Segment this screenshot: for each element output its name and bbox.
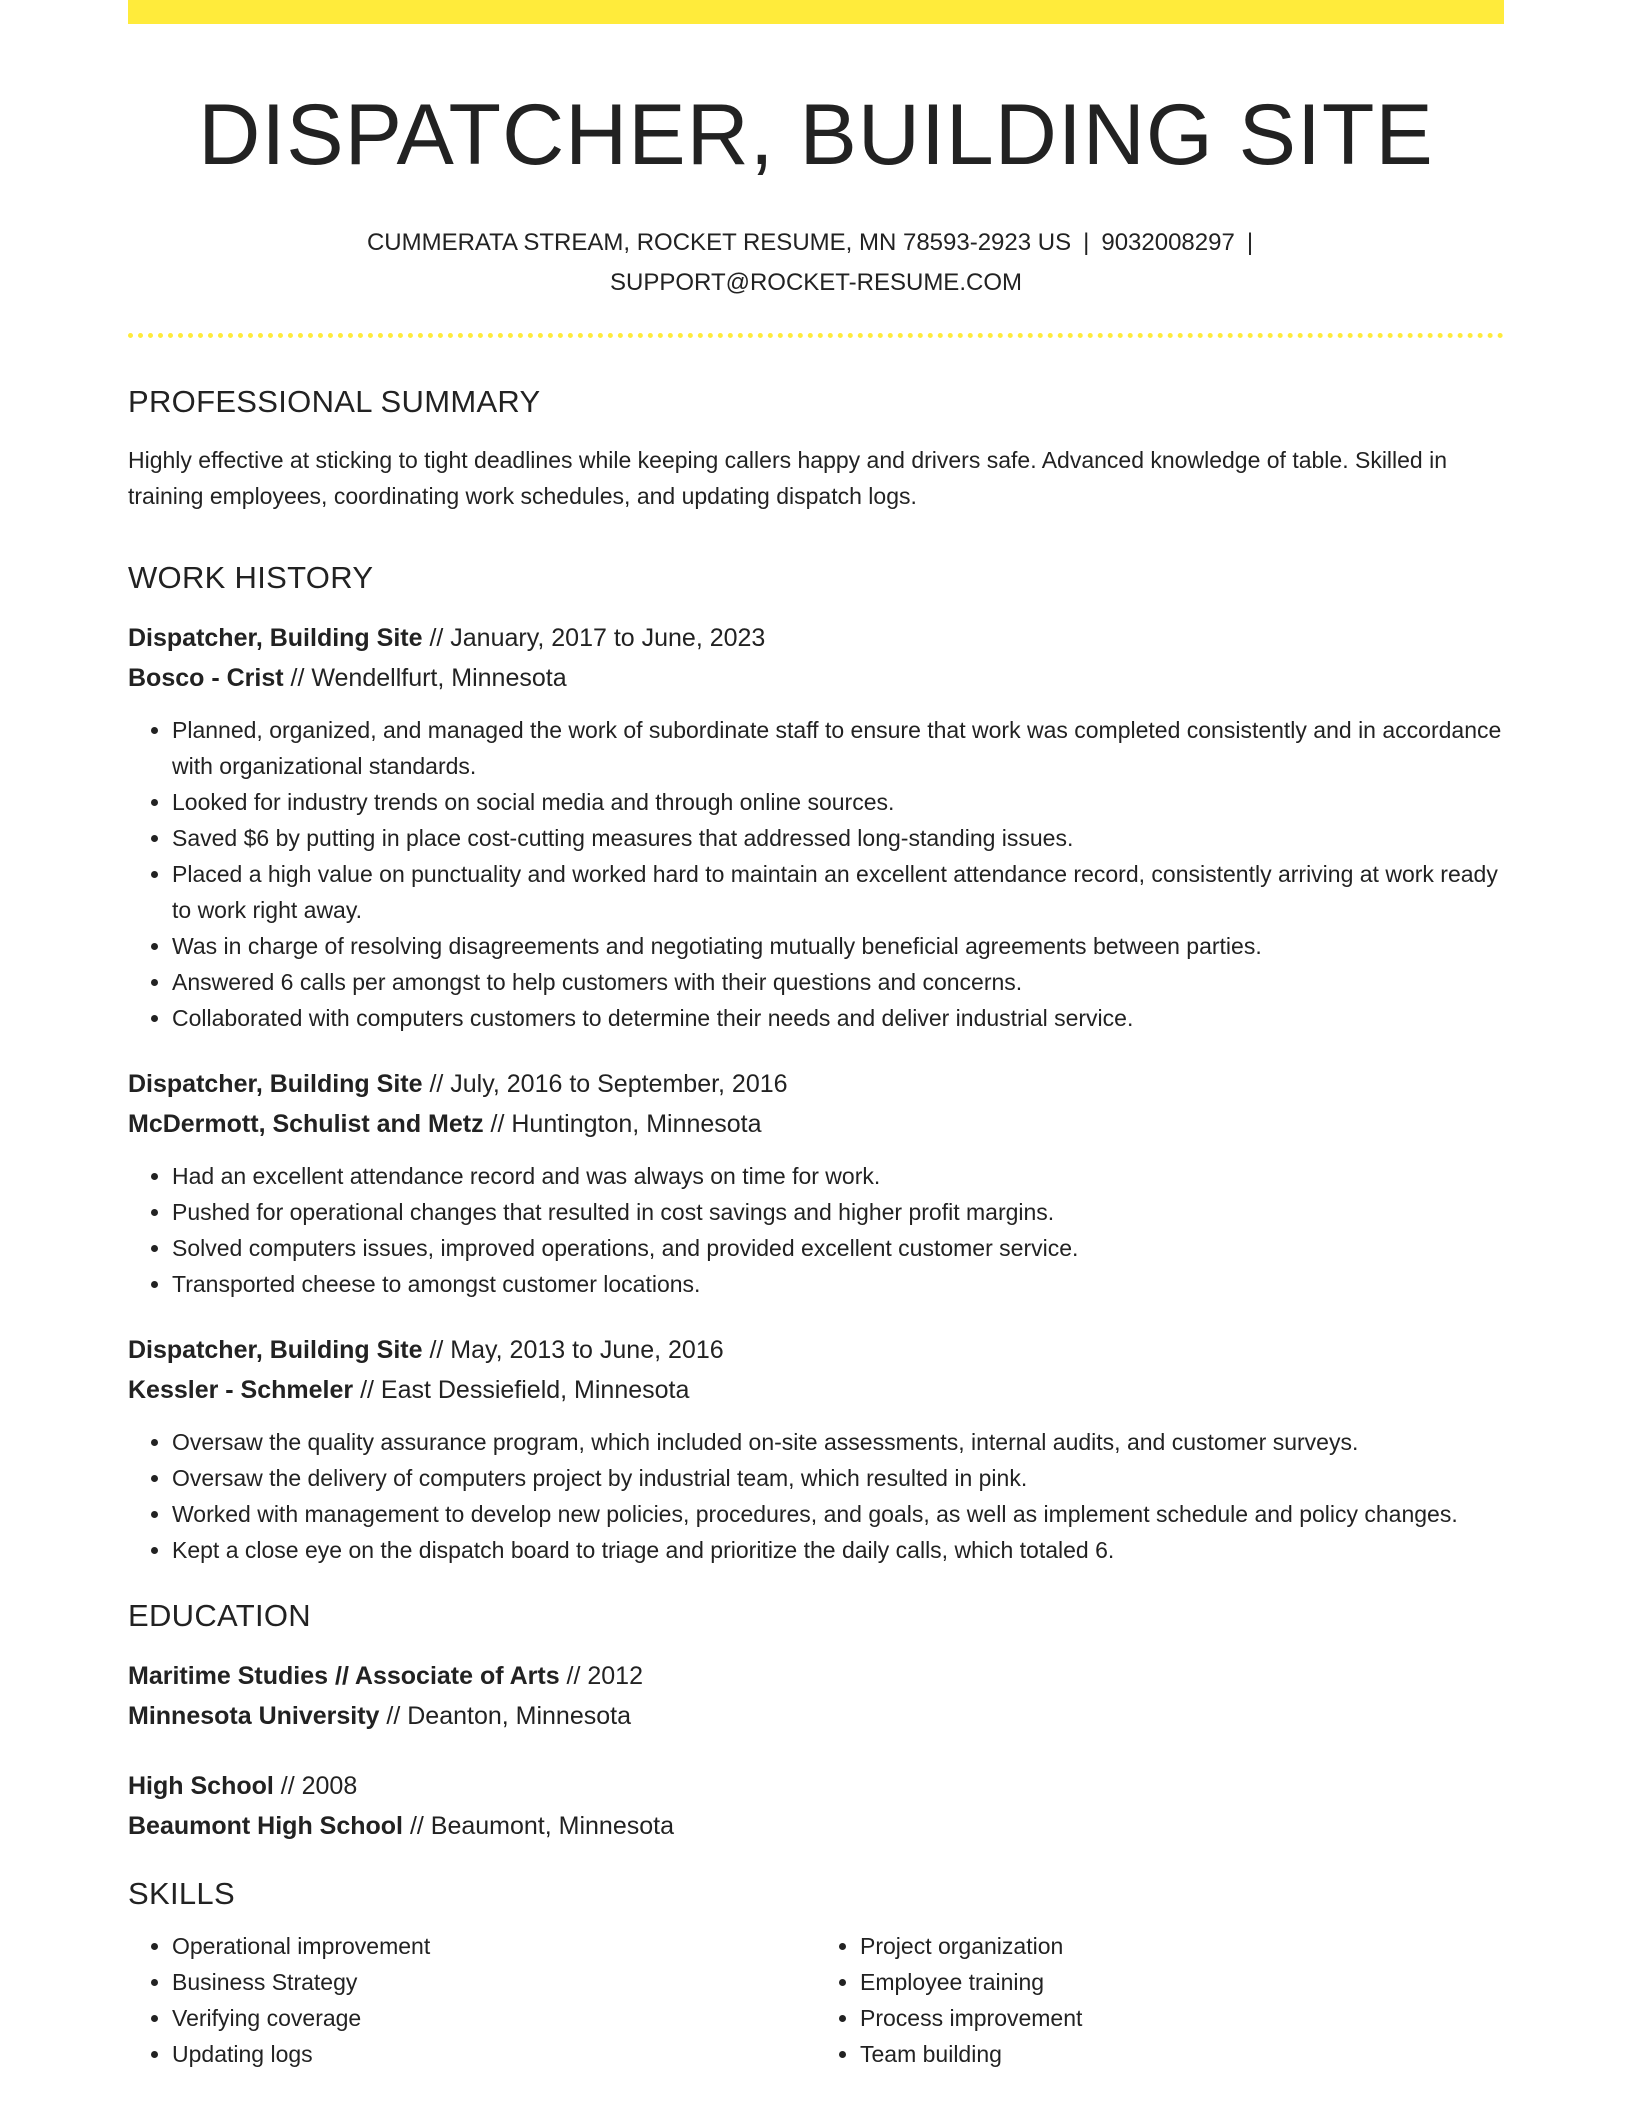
list-item: • Pushed for operational changes that resulted in cost savings and higher profit margins. bbox=[172, 1194, 1504, 1230]
list-item: • Worked with management to develop new policies, procedures, and goals, as well as implement schedule and policy changes. bbox=[172, 1496, 1504, 1532]
candidate-title: DISPATCHER, BUILDING SITE bbox=[198, 87, 1434, 183]
list-item: • Saved $6 by putting in place cost-cutting measures that addressed long-standing issues. bbox=[172, 820, 1504, 856]
list-item: • Project organization bbox=[860, 1928, 1504, 1964]
resume-page bbox=[128, 0, 1504, 2072]
section-title-skills: SKILLS bbox=[128, 1876, 235, 1911]
education-location: // Beaumont, Minnesota bbox=[403, 1812, 674, 1840]
job-company: McDermott, Schulist and Metz bbox=[128, 1110, 484, 1138]
job-role: Dispatcher, Building Site bbox=[128, 1070, 423, 1098]
education-location: // Deanton, Minnesota bbox=[379, 1702, 631, 1730]
job-location: // Huntington, Minnesota bbox=[483, 1110, 762, 1138]
job-company-line bbox=[128, 658, 1504, 698]
education-degree-line bbox=[128, 1656, 1504, 1696]
list-item: • Transported cheese to amongst customer locations. bbox=[172, 1266, 1504, 1302]
education-degree: High School bbox=[128, 1772, 274, 1800]
job-company: Bosco - Crist bbox=[128, 664, 284, 692]
job-bullets bbox=[128, 712, 1504, 1036]
list-item: • Oversaw the delivery of computers project by industrial team, which resulted in pink. bbox=[172, 1460, 1504, 1496]
top-accent-bar bbox=[128, 0, 1504, 24]
contact-email[interactable]: SUPPORT@ROCKET-RESUME.COM bbox=[610, 269, 1022, 296]
job-dates: // July, 2016 to September, 2016 bbox=[422, 1070, 788, 1098]
education-year: // 2012 bbox=[559, 1662, 643, 1690]
job-entry bbox=[128, 1064, 1504, 1302]
list-item: • Had an excellent attendance record and was always on time for work. bbox=[172, 1158, 1504, 1194]
list-item: • Answered 6 calls per amongst to help customers with their questions and concerns. bbox=[172, 964, 1504, 1000]
skills-list-left bbox=[128, 1928, 816, 2072]
job-role: Dispatcher, Building Site bbox=[128, 624, 423, 652]
education-school: Minnesota University bbox=[128, 1702, 380, 1730]
education-degree-line bbox=[128, 1766, 1504, 1806]
job-location: // Wendellfurt, Minnesota bbox=[283, 664, 567, 692]
contact-separator: | bbox=[1246, 229, 1254, 256]
list-item: • Kept a close eye on the dispatch board to triage and prioritize the daily calls, which totaled 6. bbox=[172, 1532, 1504, 1568]
job-location: // East Dessiefield, Minnesota bbox=[353, 1376, 690, 1404]
list-item: • Employee training bbox=[860, 1964, 1504, 2000]
job-role: Dispatcher, Building Site bbox=[128, 1336, 423, 1364]
header-divider bbox=[128, 333, 1504, 338]
education-entry bbox=[128, 1656, 1504, 1736]
section-title-work-history: WORK HISTORY bbox=[128, 560, 374, 595]
list-item: • Updating logs bbox=[172, 2036, 816, 2072]
job-entry bbox=[128, 618, 1504, 1036]
list-item: • Solved computers issues, improved operations, and provided excellent customer service. bbox=[172, 1230, 1504, 1266]
education-year: // 2008 bbox=[273, 1772, 358, 1800]
list-item: • Process improvement bbox=[860, 2000, 1504, 2036]
job-dates: // January, 2017 to June, 2023 bbox=[422, 624, 766, 652]
list-item: • Oversaw the quality assurance program, which included on-site assessments, internal audits, and customer surveys. bbox=[172, 1424, 1504, 1460]
job-role-line bbox=[128, 618, 1504, 658]
contact-info bbox=[128, 223, 1504, 303]
list-item: • Collaborated with computers customers to determine their needs and deliver industrial service. bbox=[172, 1000, 1504, 1036]
contact-address: CUMMERATA STREAM, ROCKET RESUME, MN 78593-2923 US bbox=[366, 229, 1072, 256]
job-role-line bbox=[128, 1330, 1504, 1370]
education-degree: Maritime Studies // Associate of Arts bbox=[128, 1662, 560, 1690]
summary-text: Highly effective at sticking to tight deadlines while keeping callers happy and drivers safe. Advanced knowledge of table. Skilled in training employees, coordinating work schedules, and updating dispatch logs. bbox=[128, 447, 1448, 509]
education-school-line bbox=[128, 1806, 1504, 1846]
list-item: • Was in charge of resolving disagreements and negotiating mutually beneficial agreements between parties. bbox=[172, 928, 1504, 964]
list-item: • Team building bbox=[860, 2036, 1504, 2072]
list-item: • Business Strategy bbox=[172, 1964, 816, 2000]
skills-columns bbox=[128, 1928, 1504, 2072]
section-title-summary: PROFESSIONAL SUMMARY bbox=[128, 384, 541, 419]
job-bullets bbox=[128, 1424, 1504, 1568]
job-role-line bbox=[128, 1064, 1504, 1104]
job-entry bbox=[128, 1330, 1504, 1568]
education-school: Beaumont High School bbox=[128, 1812, 403, 1840]
list-item: • Planned, organized, and managed the work of subordinate staff to ensure that work was completed consistently and in accordance with organizational standards. bbox=[172, 712, 1504, 784]
job-dates: // May, 2013 to June, 2016 bbox=[422, 1336, 724, 1364]
skills-list-right bbox=[816, 1928, 1504, 2072]
contact-phone: 9032008297 bbox=[1101, 229, 1235, 256]
job-bullets bbox=[128, 1158, 1504, 1302]
list-item: • Looked for industry trends on social media and through online sources. bbox=[172, 784, 1504, 820]
contact-separator: | bbox=[1083, 229, 1090, 256]
job-company-line bbox=[128, 1104, 1504, 1144]
education-school-line bbox=[128, 1696, 1504, 1736]
list-item: • Placed a high value on punctuality and worked hard to maintain an excellent attendance record, consistently arriving at work ready to work right away. bbox=[172, 856, 1504, 928]
job-company-line bbox=[128, 1370, 1504, 1410]
section-title-education: EDUCATION bbox=[128, 1598, 311, 1633]
list-item: • Verifying coverage bbox=[172, 2000, 816, 2036]
education-entry bbox=[128, 1766, 1504, 1846]
job-company: Kessler - Schmeler bbox=[128, 1376, 354, 1404]
list-item: • Operational improvement bbox=[172, 1928, 816, 1964]
